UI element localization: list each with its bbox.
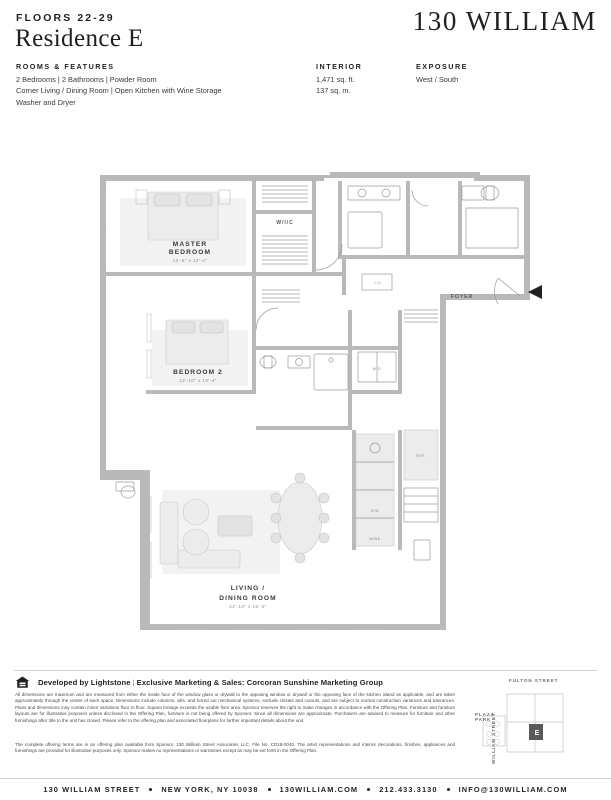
equal-housing-icon: [15, 675, 30, 690]
brand-logo: 130 WILLIAM: [412, 6, 597, 36]
specs-exposure-line-1: West / South: [416, 75, 459, 84]
svg-text:22'-10" x 15'-2": 22'-10" x 15'-2": [229, 604, 267, 609]
svg-text:W/D: W/D: [372, 367, 382, 371]
marketing-label: Exclusive Marketing & Sales: Corcoran Sunshine Marketing Group: [136, 678, 383, 687]
legal-disclaimer-1: All dimensions are maximum and are measured from either the inside face of the window glass or drywall to the opposing window or drywall or the opposing face of the kitchen island as applicable, and are taken approximately through the center of each space. Dimensions include columns, sills, and furred out mechanical systems, exclude closets and cutouts, and are subject to normal construction variances and tolerances. Plans and dimensions may contain minor variations floor to floor. Square footage exceeds the usable floor area. Sponsor reserves the right to make changes in accordance with the Offering Plan. Furniture and furniture layouts are for illustrative purposes unless disclosed in the Offering Plan, furniture is not being offered by Sponsor. Since all dimensions are approximate, Purchasers are advised to measure for furniture and other furnishings after title to the unit has closed. Please refer to the offering plan and associated floorplans for further important details about the unit.: [15, 692, 455, 723]
specs-interior-heading: INTERIOR: [316, 62, 363, 71]
specs-rooms-heading: ROOMS & FEATURES: [16, 62, 115, 71]
floors-label: FLOORS 22-29: [16, 12, 115, 24]
master-bedroom: [101, 190, 246, 266]
specs-rooms-line-3: Washer and Dryer: [16, 97, 76, 107]
footer-contact-bar: [0, 778, 611, 800]
specs-rooms: [16, 62, 316, 108]
footer-separator: |: [132, 678, 135, 687]
footer-website[interactable]: 130WILLIAM.COM: [279, 785, 359, 794]
keymap-street-top: FULTON STREET: [509, 678, 559, 683]
svg-text:L/C: L/C: [374, 281, 382, 285]
specs-interior-line-1: 1,471 sq. ft.: [316, 75, 355, 84]
page-footer: [0, 670, 611, 800]
svg-text:D/W: D/W: [370, 509, 380, 513]
page-header: [0, 0, 611, 118]
page-title: Residence E: [15, 25, 144, 52]
keymap-unit-label: E: [534, 730, 540, 737]
developer-label: Developed by Lightstone: [38, 678, 131, 687]
powder-room: [116, 482, 135, 498]
svg-text:WINE: WINE: [369, 537, 381, 541]
specs-rooms-line-2: Corner Living / Dining Room | Open Kitchen with Wine Storage: [16, 86, 222, 96]
floor-plan: [0, 150, 611, 670]
svg-text:DINING ROOM: DINING ROOM: [219, 595, 277, 602]
footer-email[interactable]: INFO@130WILLIAM.COM: [458, 785, 568, 794]
svg-text:W/I/C: W/I/C: [276, 220, 294, 226]
svg-text:12'-10" x 10'-4": 12'-10" x 10'-4": [179, 378, 217, 383]
specs-exposure: [416, 62, 556, 108]
keymap-street-right: WILLIAM STREET: [491, 712, 496, 764]
svg-text:FOYER: FOYER: [450, 294, 474, 300]
footer-phone[interactable]: 212.433.3130: [379, 785, 438, 794]
developer-line: [38, 678, 383, 687]
key-map: [473, 676, 597, 772]
svg-text:LIVING /: LIVING /: [230, 585, 266, 592]
svg-text:BEDROOM 2: BEDROOM 2: [173, 369, 223, 376]
specs-interior: [316, 62, 416, 108]
svg-text:REF.: REF.: [416, 454, 426, 458]
legal-disclaimer-2: The complete offering terms are in an offering plan available from Sponsor. 130 William Street Associates LLC. File No. CD18-0040. The artist representations and interior decorations, finishes, appliances and furnishings are provided for illustrative purposes only. Sponsor makes no representations or warranties except as may be set forth in the Offering Plan.: [15, 742, 455, 754]
footer-address: 130 WILLIAM STREET: [43, 785, 141, 794]
specs-interior-line-2: 137 sq. m.: [316, 86, 351, 96]
svg-text:BEDROOM: BEDROOM: [168, 249, 212, 256]
footer-divider: [14, 670, 597, 671]
specs-rooms-line-1: 2 Bedrooms | 2 Bathrooms | Powder Room: [16, 75, 157, 84]
specs-exposure-heading: EXPOSURE: [416, 62, 468, 71]
keymap-park-label: PLAZA PARK: [475, 712, 495, 722]
footer-city: NEW YORK, NY 10038: [161, 785, 259, 794]
svg-text:MASTER: MASTER: [172, 241, 208, 248]
specs-row: [16, 62, 597, 108]
svg-text:13'-6" x 12'-4": 13'-6" x 12'-4": [172, 258, 208, 263]
